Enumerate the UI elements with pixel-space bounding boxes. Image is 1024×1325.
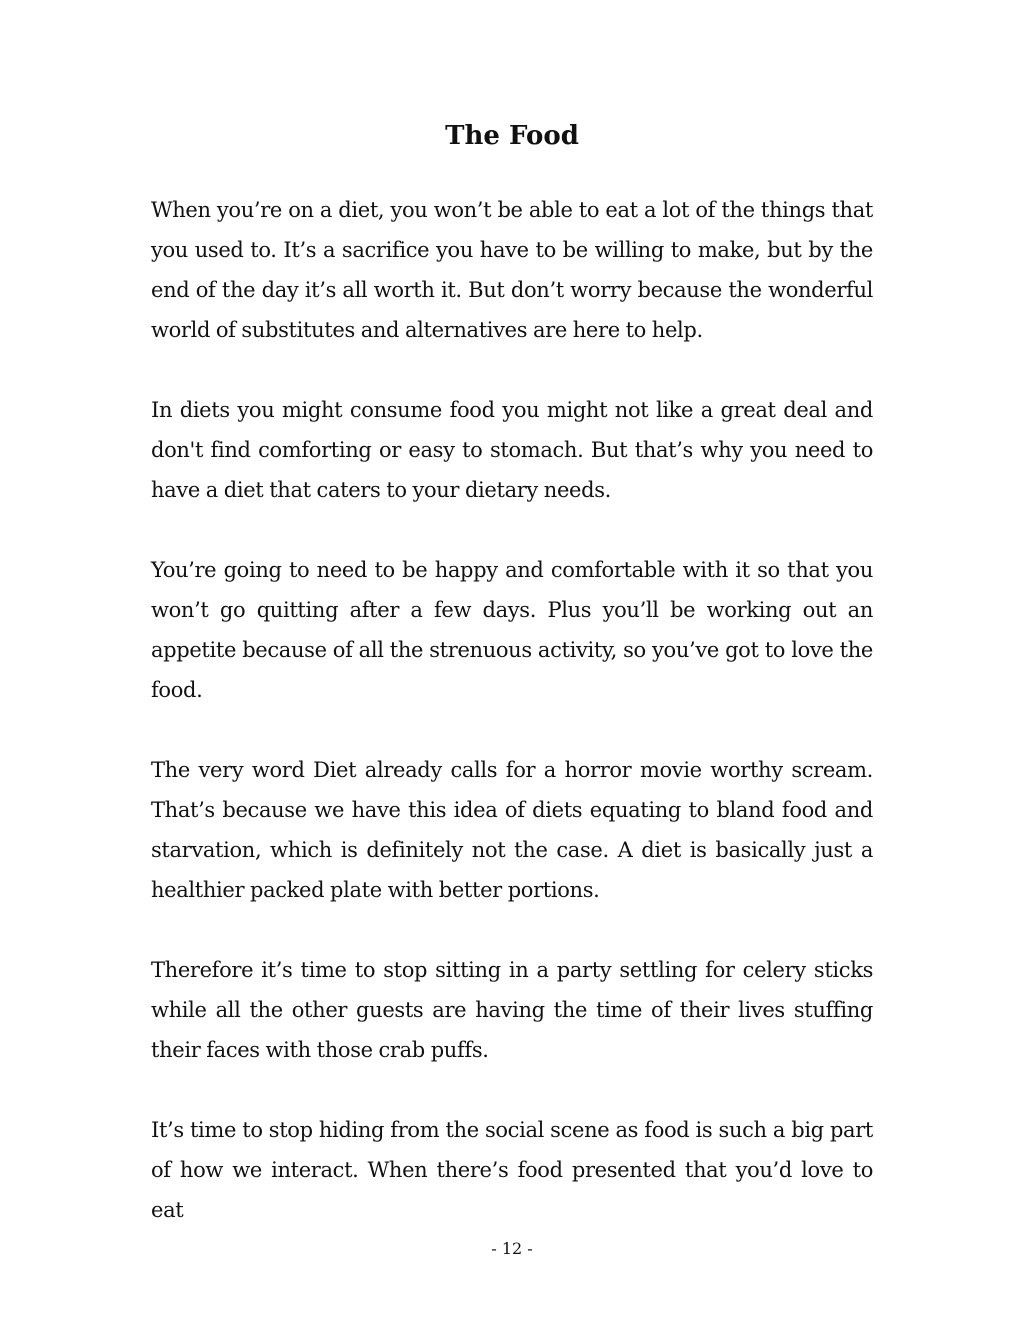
paragraph-4: The very word Diet already calls for a horror movie worthy scream. That’s because we have this idea of diets equating to bland food and starvation, which is definitely not the case. A diet is basically just a healthier packed plate with better portions. <box>151 758 873 902</box>
paragraph-6: It’s time to stop hiding from the social scene as food is such a big part of how we interact. When there’s food presented that you’d love to eat <box>151 1118 873 1222</box>
page-title: The Food <box>445 121 579 151</box>
paragraph-1: When you’re on a diet, you won’t be able to eat a lot of the things that you used to. It’s a sacrifice you have to be willing to make, but by the end of the day it’s all worth it. But don’t worry because the wonderful world of substitutes and alternatives are here to help. <box>151 198 873 342</box>
paragraph-3: You’re going to need to be happy and comfortable with it so that you won’t go quitting after a few days. Plus you’ll be working out an appetite because of all the strenuous activity, so you’ve got to love the food. <box>151 558 873 702</box>
paragraph-2: In diets you might consume food you might not like a great deal and don't find comforting or easy to stomach. But that’s why you need to have a diet that caters to your dietary needs. <box>151 398 873 502</box>
page-number: - 12 - <box>491 1239 533 1258</box>
paragraph-5: Therefore it’s time to stop sitting in a party settling for celery sticks while all the other guests are having the time of their lives stuffing their faces with those crab puffs. <box>151 958 873 1062</box>
body-text <box>151 190 873 1270</box>
